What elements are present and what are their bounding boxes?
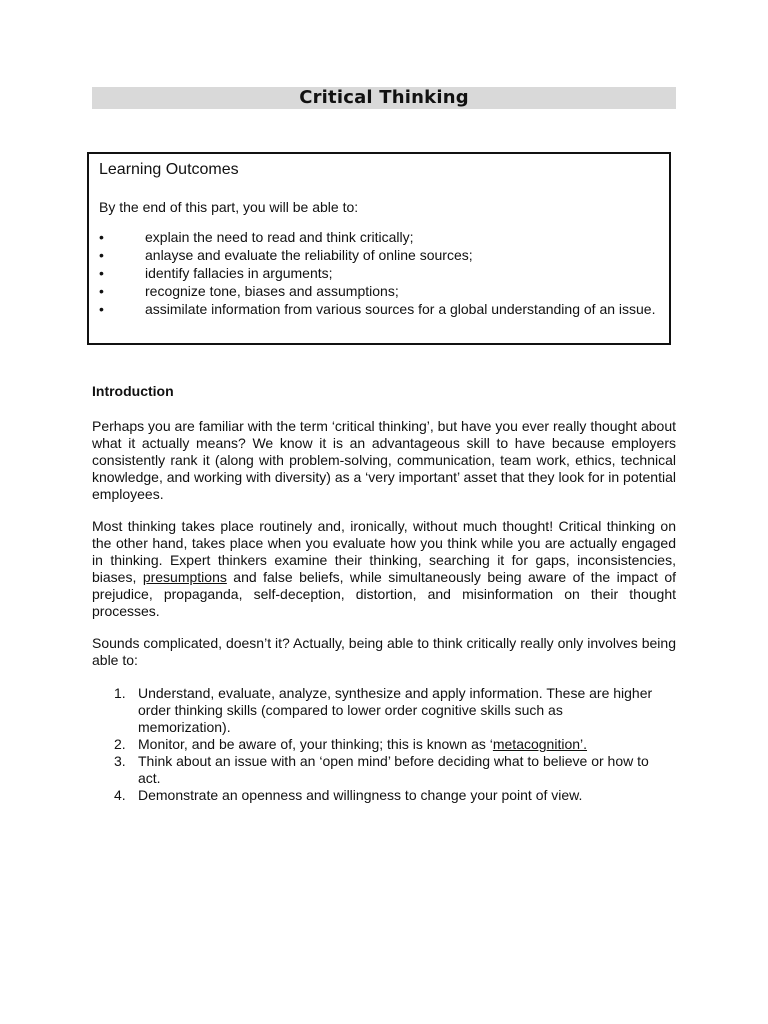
list-item [99, 246, 659, 264]
list-item-text: Think about an issue with an ‘open mind’ before deciding what to believe or how to act. [138, 753, 649, 786]
bullet-icon: • [99, 229, 104, 245]
title-bar [92, 87, 676, 109]
learning-outcomes-intro: By the end of this part, you will be able to: [99, 199, 359, 215]
list-number: 3. [114, 753, 126, 769]
list-item-text: anlayse and evaluate the reliability of online sources; [145, 247, 473, 263]
list-item [92, 787, 658, 804]
presumptions-link[interactable]: presumptions [142, 569, 227, 585]
list-item-text: recognize tone, biases and assumptions; [145, 283, 399, 299]
learning-outcomes-heading: Learning Outcomes [99, 161, 239, 178]
bullet-icon: • [99, 247, 104, 263]
list-item-text: assimilate information from various sources for a global understanding of an issue. [145, 301, 656, 317]
paragraph-text: Most thinking takes place routinely and, ironically, without much thought! Critical thinking on the other hand, takes place when you evaluate how you think while you are actually engaged in thinking. Expert thinkers examine their thinking, searching it for gaps, inconsistencies, biases, [92, 518, 676, 585]
metacognition-link[interactable]: metacognition’. [492, 736, 588, 752]
skills-numbered-list [92, 685, 676, 804]
bullet-icon: • [99, 301, 104, 317]
list-item-text: Monitor, and be aware of, your thinking; this is known as ‘ [138, 736, 493, 752]
list-item-text: Demonstrate an openness and willingness to change your point of view. [138, 787, 583, 803]
list-number: 2. [114, 736, 126, 752]
list-item-text: explain the need to read and think critically; [145, 229, 414, 245]
introduction-heading: Introduction [92, 383, 174, 399]
list-number: 4. [114, 787, 126, 803]
paragraph-text: and false beliefs, while simultaneously being aware of the impact of prejudice, propaganda, self-deception, distortion, and misinformation on their thought processes. [92, 569, 677, 619]
list-item [99, 282, 659, 300]
list-number: 1. [114, 685, 126, 701]
page-title: Critical Thinking [299, 87, 469, 108]
list-item [99, 300, 659, 318]
list-item-text: identify fallacies in arguments; [145, 265, 333, 281]
learning-outcomes-list [99, 228, 659, 318]
bullet-icon: • [99, 283, 104, 299]
list-item [99, 264, 659, 282]
document-page [92, 87, 677, 803]
list-item [92, 736, 658, 753]
list-item-text: Understand, evaluate, analyze, synthesize and apply information. These are higher order thinking skills (compared to lower order cognitive skills such as memorization). [138, 685, 653, 735]
introduction-paragraph-1: Perhaps you are familiar with the term ‘critical thinking’, but have you ever really thought about what it actually means? We know it is an advantageous skill to have because employers consistently rank it (along with problem-solving, communication, team work, ethics, technical knowledge, and working with diversity) as a ‘very important’ asset that they look for in potential employees. [92, 418, 676, 502]
list-item [92, 685, 658, 736]
learning-outcomes-box [87, 152, 671, 345]
introduction-paragraph-2 [92, 518, 676, 620]
bullet-icon: • [99, 265, 104, 281]
introduction-paragraph-3: Sounds complicated, doesn’t it? Actually, being able to think critically really only involves being able to: [92, 635, 676, 668]
list-item [99, 228, 659, 246]
list-item [92, 753, 658, 787]
